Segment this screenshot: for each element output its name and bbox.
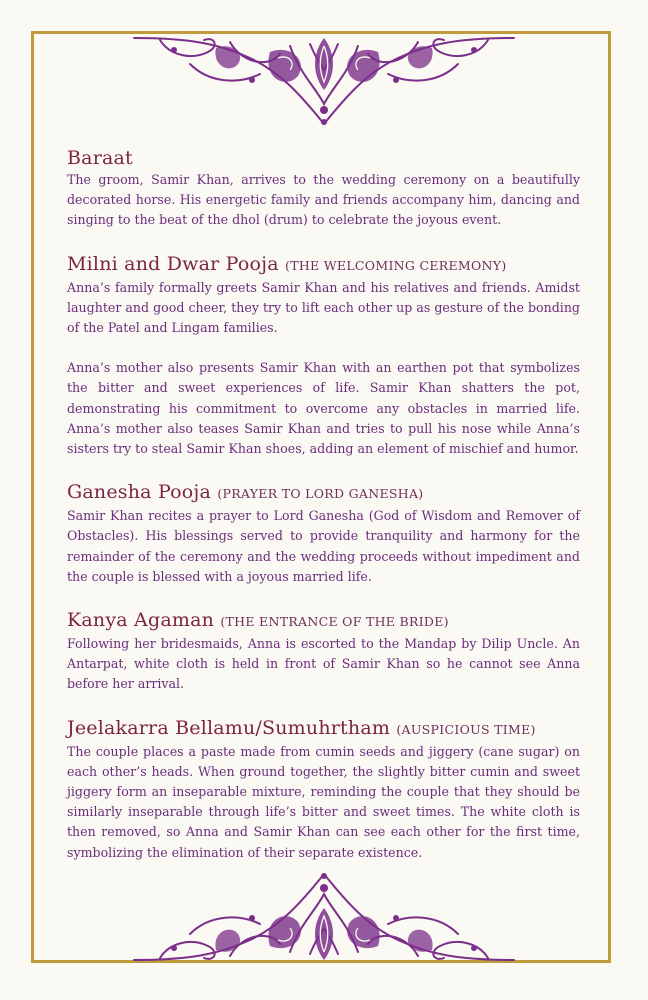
- section-title: Baraat: [67, 147, 133, 169]
- section-title: Ganesha Pooja: [67, 481, 212, 504]
- section-paragraph: The couple places a paste made from cumin seeds and jiggery (cane sugar) on each other’s heads. When ground together, the slightly bitter cumin and sweet jiggery form an inseparable mixture, reminding the couple that they should be similarly inseparable through life’s bitter and sweet times. The white cloth is then removed, so Anna and Samir Khan can see each other for the first time, symbolizing the elimination of their separate existence.: [67, 743, 580, 860]
- section-heading: [67, 716, 580, 742]
- bottom-floral-ornament-icon: [130, 868, 518, 964]
- section-paragraph: Anna’s mother also presents Samir Khan with an earthen pot that symbolizes the bitter and sweet experiences of life. Samir Khan shatters the pot, demonstrating his commitment to overcome any obstacles in married life. Anna’s mother also teases Samir Khan and tries to pull his nose while Anna’s sisters try to steal Samir Khan shoes, adding an element of mischief and humor.: [67, 360, 580, 457]
- section-paragraph: The groom, Samir Khan, arrives to the wedding ceremony on a beautifully decorated horse. His energetic family and friends accompany him, dancing and singing to the beat of the dhol (drum) to celebrate the joyous event.: [67, 172, 580, 228]
- section-subtitle: (THE ENTRANCE OF THE BRIDE): [220, 614, 449, 630]
- program-content: [67, 146, 580, 884]
- section-paragraph: Samir Khan recites a prayer to Lord Ganesha (God of Wisdom and Remover of Obstacles). His blessings served to provide tranquility and harmony for the remainder of the ceremony and the wedding proceeds without impediment and the couple is blessed with a joyous married life.: [67, 508, 580, 584]
- section-paragraph: Following her bridesmaids, Anna is escorted to the Mandap by Dilip Uncle. An Antarpat, white cloth is held in front of Samir Khan so he cannot see Anna before her arrival.: [67, 636, 580, 692]
- section-heading: [67, 146, 580, 170]
- top-floral-ornament-icon: [130, 34, 518, 130]
- section-kanya-agaman: [67, 608, 580, 695]
- section-title: Jeelakarra Bellamu/Sumuhrtham: [67, 716, 391, 739]
- section-subtitle: (PRAYER TO LORD GANESHA): [217, 486, 424, 502]
- section-milni-dwar-pooja: [67, 252, 580, 460]
- section-title: Kanya Agaman: [67, 609, 215, 632]
- section-heading: [67, 252, 580, 278]
- section-heading: [67, 480, 580, 506]
- section-title: Milni and Dwar Pooja: [67, 252, 279, 275]
- section-paragraph: Anna’s family formally greets Samir Khan and his relatives and friends. Amidst laughter and good cheer, they try to lift each other up as gesture of the bonding of the Patel and Lingam families.: [67, 279, 580, 336]
- section-subtitle: (THE WELCOMING CEREMONY): [285, 257, 507, 273]
- section-jeelakarra-bellamu: [67, 716, 580, 863]
- section-baraat: [67, 146, 580, 231]
- section-subtitle: (AUSPICIOUS TIME): [396, 721, 536, 737]
- section-ganesha-pooja: [67, 480, 580, 587]
- section-heading: [67, 608, 580, 634]
